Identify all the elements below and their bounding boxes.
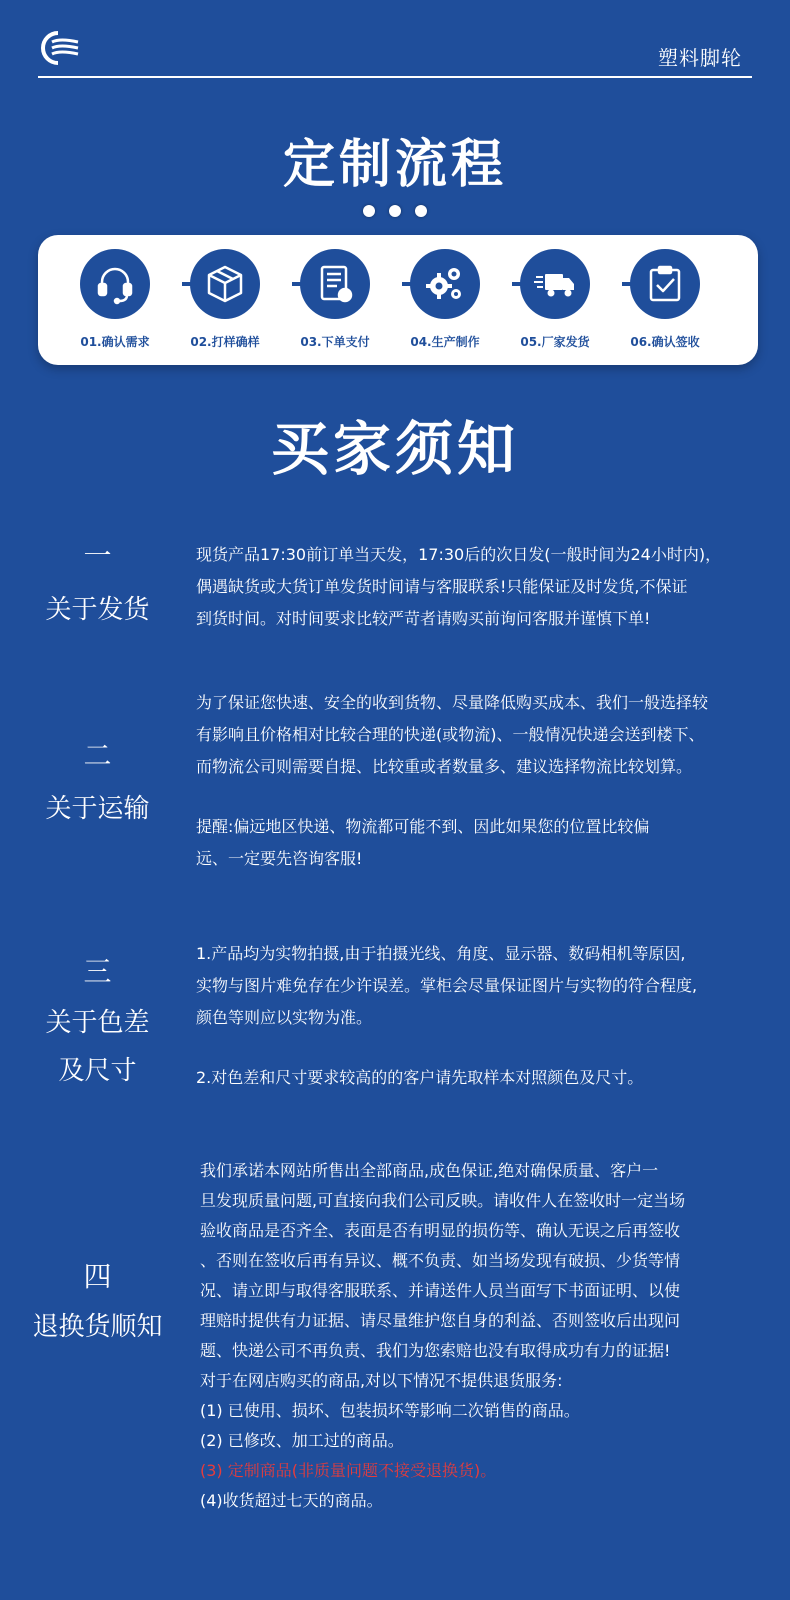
section-text: (2) 已修改、加工过的商品。: [200, 1431, 404, 1450]
step-shipping: [500, 249, 610, 350]
page-header: [0, 0, 790, 78]
section-text: 颜色等则应以实物为准。: [196, 1008, 373, 1027]
section-text: 现货产品17:30前订单当天发，17:30后的次日发(一般时间为24小时内)，: [196, 545, 722, 564]
step-order-payment: [280, 249, 390, 350]
section-text: 况、请立即与取得客服联系、并请送件人员当面写下书面证明、以使: [200, 1281, 681, 1300]
header-divider: [38, 76, 752, 78]
section-text: 有影响且价格相对比较合理的快递(或物流)、一般情况快递会送到楼下、: [196, 725, 705, 744]
section-text: 1.产品均为实物拍摄,由于拍摄光线、角度、显示器、数码相机等原因,: [196, 944, 686, 963]
section-text: 而物流公司则需要自提、比较重或者数量多、建议选择物流比较划算。: [196, 757, 693, 776]
step-label: 04.生产制作: [410, 335, 480, 349]
section-text-warning: (3) 定制商品(非质量问题不接受退换货)。: [200, 1461, 497, 1480]
section-number: 二: [83, 739, 112, 772]
truck-icon: [520, 249, 590, 319]
step-proofing: [170, 249, 280, 350]
dot: [363, 205, 375, 217]
section-text: 偶遇缺货或大货订单发货时间请与客服联系!只能保证及时发货,不保证: [196, 577, 688, 596]
section-number: 三: [83, 955, 112, 988]
step-label: 03.下单支付: [300, 335, 370, 349]
headset-icon: [80, 249, 150, 319]
step-label: 01.确认需求: [80, 335, 150, 349]
section-text: (4)收货超过七天的商品。: [200, 1491, 383, 1510]
section-title: 退换货顺知: [32, 1312, 163, 1342]
step-label: 05.厂家发货: [520, 335, 590, 349]
section-title: 关于色差: [45, 1008, 150, 1038]
section-text: 对于在网店购买的商品,对以下情况不提供退货服务:: [200, 1371, 563, 1390]
document-icon: [300, 249, 370, 319]
logo-icon: [38, 30, 80, 66]
dot: [415, 205, 427, 217]
section-text: 为了保证您快速、安全的收到货物、尽量降低购买成本、我们一般选择较: [196, 693, 709, 712]
dot: [389, 205, 401, 217]
process-title: 定制流程: [282, 135, 507, 195]
step-sign-receipt: [610, 249, 720, 350]
section-text: 验收商品是否齐全、表面是否有明显的损伤等、确认无误之后再签收: [200, 1221, 681, 1240]
section-text: 题、快递公司不再负责、我们为您索赔也没有取得成功有力的证据!: [200, 1341, 671, 1360]
step-confirm-requirements: [60, 249, 170, 350]
section-text: 理赔时提供有力证据、请尽量维护您自身的利益、否则签收后出现问: [200, 1311, 681, 1330]
section-title: 关于发货: [45, 595, 150, 625]
notice-title: 买家须知: [270, 415, 519, 483]
section-text: 远、一定要先咨询客服!: [196, 849, 363, 868]
section-text: 旦发现质量问题,可直接向我们公司反映。请收件人在签收时一定当场: [200, 1191, 686, 1210]
step-label: 02.打样确样: [190, 335, 260, 349]
step-production: [390, 249, 500, 350]
section-number: 一: [83, 539, 112, 572]
section-text: 2.对色差和尺寸要求较高的的客户请先取样本对照颜色及尺寸。: [196, 1068, 644, 1087]
process-card: [38, 235, 758, 365]
section-title: 及尺寸: [58, 1056, 137, 1086]
brand-name: 塑料脚轮: [658, 46, 742, 70]
title-dots: [0, 202, 790, 221]
section-text: 到货时间。对时间要求比较严苛者请购买前询问客服并谨慎下单!: [196, 609, 651, 628]
section-number: 四: [83, 1260, 112, 1293]
section-text: (1) 已使用、损坏、包装损坏等影响二次销售的商品。: [200, 1401, 580, 1420]
section-text: 、否则在签收后再有异议、概不负责、如当场发现有破损、少货等情: [200, 1251, 681, 1270]
box-icon: [190, 249, 260, 319]
step-label: 06.确认签收: [630, 335, 700, 349]
section-text: 实物与图片难免存在少许误差。掌柜会尽量保证图片与实物的符合程度,: [196, 976, 698, 995]
gears-icon: [410, 249, 480, 319]
section-text: 我们承诺本网站所售出全部商品,成色保证,绝对确保质量、客户一: [200, 1161, 659, 1180]
section-title: 关于运输: [45, 794, 150, 824]
section-text: 提醒:偏远地区快递、物流都可能不到、因此如果您的位置比较偏: [196, 817, 650, 836]
clipboard-check-icon: [630, 249, 700, 319]
